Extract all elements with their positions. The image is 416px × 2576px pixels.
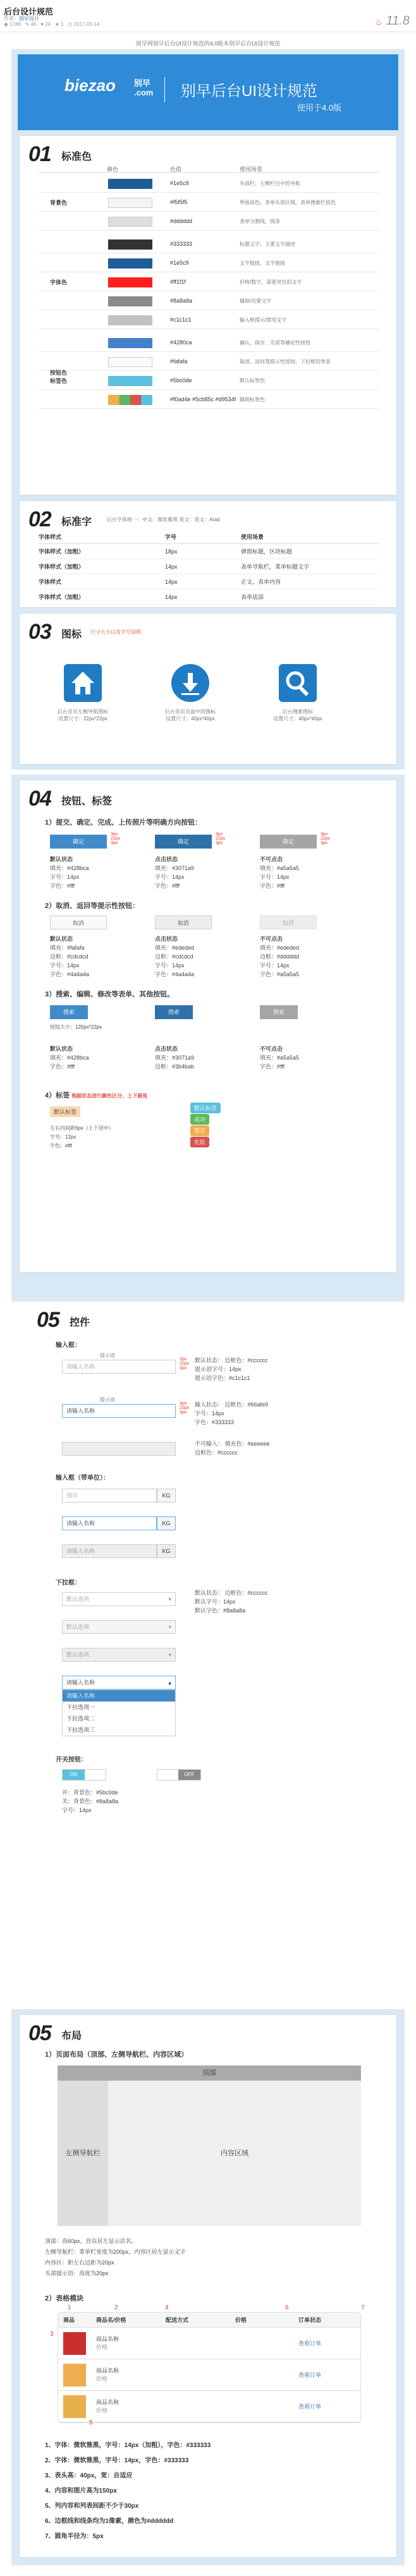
banner-version: 使用于4.0版 xyxy=(297,103,342,112)
dropdown-disabled: 默认选项 ▾ xyxy=(62,1648,176,1662)
product-price: 价格 xyxy=(96,2407,108,2414)
layout-rules xyxy=(45,2438,211,2544)
icon-caption: 后台首页左侧导航图标 设置尺寸：22px*22px xyxy=(58,709,108,722)
search-button-disabled: 搜索 xyxy=(260,1005,298,1019)
subsection-title: 3）搜索、编辑、修改等表单、其他按钮。 xyxy=(45,991,174,998)
color-row xyxy=(39,391,379,409)
comment-icon: ✎ xyxy=(25,21,30,27)
color-row xyxy=(39,194,379,212)
marker: 4 xyxy=(165,2304,169,2311)
color-swatch xyxy=(108,376,152,386)
color-swatch xyxy=(108,217,152,227)
color-use: 头部栏、左侧栏目中的导航 xyxy=(240,181,300,186)
table-row xyxy=(58,2359,360,2391)
home-icon xyxy=(64,664,102,702)
color-hex: #fafafa xyxy=(170,358,188,365)
color-row xyxy=(39,334,379,352)
confirm-button-disabled: 确定 xyxy=(260,835,317,849)
color-use: 界面底色，表单头部区域，表单搜索栏底色 xyxy=(240,200,336,205)
section-title: 控件 xyxy=(70,1317,90,1328)
cancel-button-disabled: 取消 xyxy=(260,916,317,929)
font-note: 后台字体统一：中文：微软雅黑 英文：英文：Arial xyxy=(107,517,220,523)
col-header-size: 字号 xyxy=(165,534,177,540)
font-size: 14px xyxy=(165,564,178,570)
color-use: 价格/数字，需要突出的文字 xyxy=(240,279,302,285)
dropdown-spec: 默认状态： 边框色：#cccccc 默认字号：14px 默认字色：#8a8a8a xyxy=(195,1590,268,1614)
dropdown-default[interactable]: 默认选项 ▾ xyxy=(62,1592,176,1606)
input-spec-focus: 输入状态： 边框色：#66afe9 字号：14px 字色：#333333 xyxy=(195,1401,269,1425)
color-use: 辅助标签色 xyxy=(240,397,265,402)
color-hex: #1e5c9 xyxy=(170,260,189,266)
prompt-label: 提示语 xyxy=(100,1353,115,1358)
color-swatch xyxy=(108,239,152,250)
color-row xyxy=(39,255,379,272)
color-use: 标题文字，主要文字描述 xyxy=(240,241,295,247)
chevron-down-icon: ▾ xyxy=(168,1652,171,1658)
table-header: 订单状态 xyxy=(298,2317,322,2323)
product-name[interactable]: 商品名称 xyxy=(96,2398,119,2405)
view-order-link[interactable]: 查看订单 xyxy=(298,2340,322,2347)
section-title: 标准字 xyxy=(61,517,92,528)
search-button-hover[interactable]: 搜索 xyxy=(155,1005,193,1019)
marker: 6 xyxy=(285,2304,289,2311)
font-row xyxy=(39,574,379,590)
logo: biezao xyxy=(64,76,116,95)
layout-left: 左侧导航栏 xyxy=(58,2081,108,2226)
author-link[interactable]: 别早设计 xyxy=(19,16,39,21)
subsection-title: 2）表格模块 xyxy=(45,2295,84,2302)
download-icon xyxy=(171,664,209,702)
color-hex: #333333 xyxy=(170,241,193,247)
text-input-default[interactable]: 请输入名称 xyxy=(62,1360,176,1374)
color-row xyxy=(39,353,379,371)
table-row xyxy=(58,2391,360,2422)
toggle-on[interactable]: ON xyxy=(62,1769,106,1781)
dropdown-option[interactable]: 下拉选项一 xyxy=(66,1704,95,1710)
color-use: 默认标签色 xyxy=(240,378,265,384)
sample-table xyxy=(58,2312,361,2423)
page-title: 后台设计规范 xyxy=(4,7,54,16)
icon-caption: 后台搜索图标 设置尺寸：40px*40px xyxy=(273,709,322,722)
product-thumbnail xyxy=(63,2332,86,2355)
section-number: 01 xyxy=(28,142,51,166)
section-controls: 05 控件 输入框： 提示语 请输入名称 提示语 请输入名称 3px 22px 3px 3px 22px 3px 默认状态： 边框色：#cccccc 提示语字号：14px 提示语字色：#c1c1c1 输入状态： 边框色：#66afe9 字号：14px 字色：#333333 不可输入： 填充色：#eeeeee 边框色：#cccccc 输入框（带单位）： 别早 KG 请输入名称 KG 请输入名称 KG 下拉框： 默认选项 ▾ 默认选项 ▾ 默认选项 ▾ 请输入名称 ▴ 请输入名称 下拉选项一 下拉选项二 下拉选项三 默认状态： 边框色：#cccccc 默认字号：14px 默认字色：#8a8a8a 开关按钮： ON OFF 开：背景色：#5bc0de 关：背景色：#8a8a8a 字号：14px xyxy=(11,1302,405,1997)
author-line: 作者：别早设计 xyxy=(4,16,39,21)
font-use: 正文、表单内容 xyxy=(241,579,281,585)
logo-cn: 别早 .com xyxy=(134,78,154,97)
product-name[interactable]: 商品名称 xyxy=(96,2335,119,2342)
color-swatch xyxy=(108,258,152,269)
color-use: 取消、返回等提示性按钮、下拉框的背景 xyxy=(240,359,331,365)
dropdown-option[interactable]: 下拉选项二 xyxy=(66,1715,95,1722)
color-hex: #8a8a8a xyxy=(170,298,193,304)
section-layout xyxy=(19,2014,397,2558)
search-button[interactable]: 搜索 xyxy=(50,1005,88,1019)
color-use: 表单分割线，线条 xyxy=(240,219,280,224)
section-icons xyxy=(19,613,397,765)
color-row xyxy=(39,372,379,390)
view-order-link[interactable]: 查看订单 xyxy=(298,2372,322,2378)
unit-input[interactable]: 别早 xyxy=(62,1489,157,1503)
color-swatch xyxy=(108,357,152,367)
color-hex: #c1c1c1 xyxy=(170,317,192,323)
color-use: 输入框提示/禁用文字 xyxy=(240,317,287,323)
section-title: 布局 xyxy=(61,2031,82,2041)
layout-specs: 顶部：高60px，首页居左显示店名。 左侧导航栏：菜单栏宽度为200px，内容区居左显示文字 内容区：距左右边距为20px 头部提示语：高度为20px xyxy=(45,2238,186,2277)
chevron-down-icon: ▾ xyxy=(168,1624,171,1630)
section-buttons: 04 按钮、标签 1）提交、确定、完成、上传照片等明确方向按钮： 确定 确定 确定 3px 22px 3px 3px 22px 3px 3px 22px 3px 默认状态 填充：#428bca 字号：14px 字色：#fff 点击状态 填充：#3071a9 字号：14px 字色：#fff 不可点击 填充：#a5a5a5 字号：14px 字色：#fff 2）取消、返回等提示性按钮： 取消 取消 取消 默认状态 填充：#fafafa 边框：#cdcdcd 字号：14px 字色：#4a4a4a 点击状态 填充：#ededed 边框：#cdcdcd 字号：14px 字色：#4a4a4a 不可点击 填充：#ededed 边框：#dddddd 字号：14px 字色：#a5a5a5 3）搜索、编辑、修改等表单、其他按钮。 搜索 搜索 搜索 按钮大小：120px*22px 默认状态 填充：#428bca 字色：#fff 点击状态 填充：#3071a9 边框：#3b4bab 不可点击 填充：#a5a5a5 字色：#fff 4）标签 根据状态进行颜色区分，上下圆角 默认标签 默认标签 成功 警告 危险 左右内间距6px（上下居中） 字号：12px 字色：#fff xyxy=(19,780,397,1273)
marker: 1 xyxy=(68,2304,71,2311)
intro-text: 别早网别早后台UI设计规范的4.0版本别早后台UI设计规范 xyxy=(135,40,281,47)
section-number: 03 xyxy=(28,620,51,644)
color-use: 辅助/次要文字 xyxy=(240,298,272,304)
font-table xyxy=(39,533,379,605)
color-row xyxy=(39,311,379,329)
dropdown-open[interactable]: 请输入名称 ▴ xyxy=(62,1676,176,1690)
font-size: 14px xyxy=(165,579,178,585)
color-hex: #4280ca xyxy=(170,339,192,346)
color-use: 确认、保存、完成等确定性按钮 xyxy=(240,340,310,346)
tag-success: 成功 xyxy=(190,1114,209,1125)
font-size: 18px xyxy=(165,548,178,555)
product-name[interactable]: 商品名称 xyxy=(96,2367,119,2374)
dropdown-menu xyxy=(62,1690,176,1736)
col-header-style: 字体样式 xyxy=(39,534,62,540)
color-row xyxy=(39,293,379,310)
color-swatch xyxy=(108,338,152,348)
section-title: 按钮、标签 xyxy=(61,796,113,807)
col-header-use: 使用场景 xyxy=(241,534,264,540)
col-header-hex: 色值 xyxy=(170,166,182,172)
subsection-title: 2）取消、返回等提示性按钮： xyxy=(45,902,140,910)
section-fonts xyxy=(19,500,397,608)
tag-warning: 警告 xyxy=(190,1125,209,1136)
layout-rule: 6、边框线和线条均为1像素，颜色为#dddddd xyxy=(45,2518,174,2525)
table-header: 价格 xyxy=(235,2317,247,2323)
view-order-link[interactable]: 查看订单 xyxy=(298,2404,322,2410)
table-row xyxy=(58,2328,360,2359)
layout-rule: 2、字体：微软雅黑，字号：14px，字色：#333333 xyxy=(45,2457,189,2464)
color-hex: #dddddd xyxy=(170,218,193,224)
color-swatch xyxy=(108,296,152,306)
prompt-label: 提示语 xyxy=(100,1397,115,1403)
layout-rule: 1、字体：微软雅黑，字号：14px（加粗），字色：#333333 xyxy=(45,2442,211,2449)
color-swatch xyxy=(108,179,152,189)
subsection-title: 开关按钮： xyxy=(56,1757,87,1763)
confirm-button[interactable]: 确定 xyxy=(50,835,107,849)
icon-caption: 后台首页页面中的图标 设置尺寸：40px*40px xyxy=(165,709,216,722)
unit-input-focus[interactable]: 请输入名称 xyxy=(62,1516,157,1530)
banner-divider xyxy=(164,77,165,102)
col-header-use: 使用场景 xyxy=(240,166,263,172)
color-swatch xyxy=(108,277,152,287)
stats-line: ◉ 1788 ✎ 46 ♥ 24 ★ 1 ◷ 2017-03-14 xyxy=(4,21,100,27)
font-size: 14px xyxy=(165,594,178,600)
font-style: 字体样式（加粗） xyxy=(39,594,85,600)
product-price: 价格 xyxy=(96,2375,108,2382)
divider xyxy=(39,172,379,173)
unit-input-disabled: 请输入名称 xyxy=(62,1544,157,1558)
layout-rule: 4、内容和图片高为150px xyxy=(45,2488,117,2494)
dropdown-option[interactable]: 请输入名称 xyxy=(63,1690,175,1702)
tag-danger: 危险 xyxy=(190,1137,209,1147)
search-icon xyxy=(279,664,317,702)
color-hex: #f0ad4e #5cb85c #d9534f xyxy=(170,396,236,402)
marker: 2 xyxy=(114,2304,118,2311)
color-group-label: 按钮色 标签色 xyxy=(50,370,68,384)
layout-content: 内容区域 xyxy=(108,2081,361,2226)
font-style: 字体样式（加粗） xyxy=(39,564,85,570)
toggle-off[interactable]: OFF xyxy=(157,1769,201,1781)
dropdown-option[interactable]: 下拉选项三 xyxy=(66,1727,95,1733)
layout-top: 顶部 xyxy=(58,2065,361,2081)
unit-addon: KG xyxy=(157,1489,176,1503)
star-icon: ★ xyxy=(54,21,59,27)
font-use: 表单底部 xyxy=(241,594,264,600)
product-thumbnail xyxy=(63,2395,86,2418)
unit-addon: KG xyxy=(157,1516,176,1530)
unit-addon: KG xyxy=(157,1544,176,1558)
table-header: 商品名/价格 xyxy=(96,2317,126,2323)
chevron-up-icon: ▴ xyxy=(168,1679,171,1686)
color-use: 文字链接，文字链接 xyxy=(240,260,285,266)
cancel-button[interactable]: 取消 xyxy=(50,916,107,929)
color-swatch xyxy=(108,198,152,208)
color-hex: #f5f5f5 xyxy=(170,199,188,205)
color-hex: #5bc0de xyxy=(170,377,192,384)
marker: 7 xyxy=(361,2304,365,2311)
font-use: 表单导航栏，菜单标题文字 xyxy=(241,564,310,570)
layout-rule: 3、表头高：40px，宽：自适应 xyxy=(45,2472,133,2479)
font-style: 字体样式 xyxy=(39,579,62,585)
marker: 5 xyxy=(89,2419,93,2426)
color-hex: #1e5c9 xyxy=(170,180,189,186)
tag-info: 默认标签 xyxy=(190,1103,221,1113)
color-group-label: 字体色 xyxy=(50,279,68,286)
color-swatch xyxy=(108,315,152,325)
section-number: 05 xyxy=(37,1308,59,1332)
toggle-spec: 开：背景色：#5bc0de 关：背景色：#8a8a8a 字号：14px xyxy=(62,1789,119,1813)
cancel-button-hover[interactable]: 取消 xyxy=(155,916,212,929)
subsection-title: 1）页面布局（顶部、左侧导航栏、内容区域） xyxy=(45,2051,188,2059)
banner xyxy=(18,54,398,130)
color-row xyxy=(39,175,379,193)
input-spec-default: 默认状态： 边框色：#cccccc 提示语字号：14px 提示语字色：#c1c1c1 xyxy=(195,1357,268,1381)
font-row xyxy=(39,559,379,574)
subsection-title: 4）标签 根据状态进行颜色区分，上下圆角 xyxy=(45,1092,148,1099)
flame-icon: ♨ xyxy=(375,17,382,27)
input-spec-disabled: 不可输入： 填充色：#eeeeee 边框色：#cccccc xyxy=(195,1441,270,1456)
subsection-title: 输入框（带单位）： xyxy=(56,1475,109,1482)
product-price: 价格 xyxy=(96,2343,108,2350)
color-row xyxy=(39,274,379,291)
color-group-label: 背景色 xyxy=(50,200,68,206)
col-header-color: 颜色 xyxy=(107,166,119,172)
color-row xyxy=(39,236,379,253)
eye-icon: ◉ xyxy=(4,21,8,27)
layout-rule: 5、列内容和列表间距不少于30px xyxy=(45,2503,139,2510)
color-hex: #ff1f1f xyxy=(170,279,186,285)
section-colors xyxy=(19,135,397,495)
section-number: 04 xyxy=(28,787,51,811)
table-header: 商品 xyxy=(63,2317,75,2323)
layout-rule: 7、圆角半径为：5px xyxy=(45,2533,104,2540)
section-number: 02 xyxy=(28,507,51,531)
chevron-down-icon: ▾ xyxy=(168,1596,171,1602)
font-row xyxy=(39,590,379,605)
text-input-disabled xyxy=(62,1442,176,1456)
product-thumbnail xyxy=(63,2364,86,2386)
dropdown-hover[interactable]: 默认选项 ▾ xyxy=(62,1620,176,1634)
icon-note: 尺寸大小以及字号说明 xyxy=(90,629,141,635)
banner-title: 别早后台UI设计规范 xyxy=(181,83,317,100)
font-row xyxy=(39,544,379,559)
clock-icon: ◷ xyxy=(68,21,73,27)
subsection-title: 下拉框： xyxy=(56,1580,81,1587)
color-row xyxy=(39,213,379,231)
font-use: 弹窗标题，区块标题 xyxy=(241,548,293,555)
subsection-title: 1）提交、确定、完成、上传照片等明确方向按钮： xyxy=(45,819,202,826)
section-number: 05 xyxy=(28,2021,51,2045)
tag-default: 默认标签 xyxy=(50,1106,80,1117)
views-count: ♨ 11.8 xyxy=(375,14,410,28)
section-title: 图标 xyxy=(61,629,82,640)
marker: 3 xyxy=(50,2331,54,2338)
like-icon: ♥ xyxy=(40,21,44,27)
section-title: 标准色 xyxy=(61,152,92,162)
font-style: 字体样式（加粗） xyxy=(39,548,85,555)
confirm-button-hover[interactable]: 确定 xyxy=(155,835,212,849)
text-input-focus[interactable]: 请输入名称 xyxy=(62,1404,176,1418)
color-swatch xyxy=(108,395,152,405)
table-header: 配送方式 xyxy=(166,2317,189,2323)
subsection-title: 输入框： xyxy=(56,1342,81,1349)
